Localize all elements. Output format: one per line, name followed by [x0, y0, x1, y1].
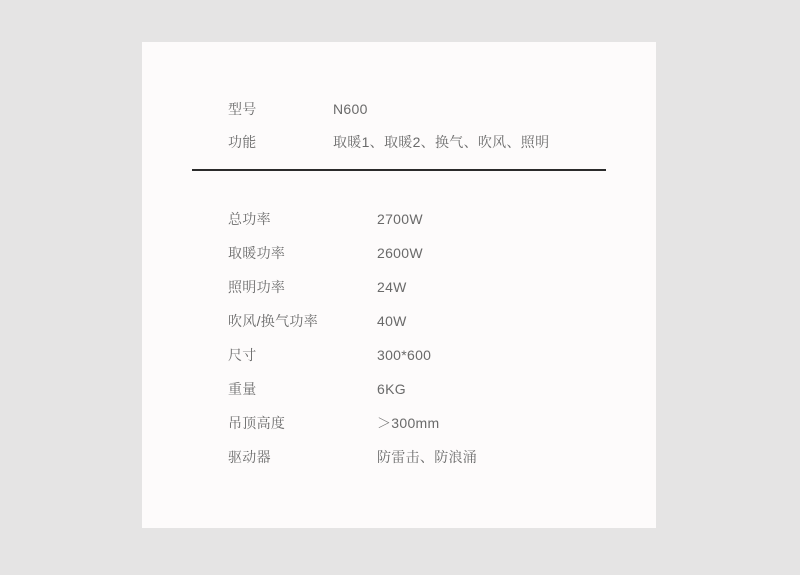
spec-row-blow-vent-power — [228, 304, 628, 338]
spec-label: 重量 — [228, 381, 257, 397]
spec-row-lighting-power — [228, 270, 628, 304]
spec-label: 总功率 — [228, 211, 271, 227]
section-divider — [192, 169, 606, 171]
spec-label: 取暖功率 — [228, 245, 286, 261]
function-label: 功能 — [228, 133, 257, 150]
spec-label: 驱动器 — [228, 449, 271, 465]
spec-value: 6KG — [377, 381, 406, 397]
detail-spec-section — [228, 202, 628, 474]
spec-row-heating-power — [228, 236, 628, 270]
spec-label: 吊顶高度 — [228, 415, 286, 431]
model-label: 型号 — [228, 100, 257, 117]
spec-value: 40W — [377, 313, 407, 329]
model-value: N600 — [333, 100, 368, 117]
spec-row-function — [228, 125, 628, 158]
function-value: 取暖1、取暖2、换气、吹风、照明 — [333, 133, 550, 150]
spec-row-driver — [228, 440, 628, 474]
spec-value: 300*600 — [377, 347, 432, 363]
spec-value: 防雷击、防浪涌 — [377, 449, 478, 465]
spec-value: ＞300mm — [377, 415, 440, 431]
model-function-section — [228, 92, 628, 158]
spec-label: 照明功率 — [228, 279, 286, 295]
spec-row-total-power — [228, 202, 628, 236]
spec-row-weight — [228, 372, 628, 406]
spec-row-model — [228, 92, 628, 125]
spec-value: 2700W — [377, 211, 423, 227]
spec-row-dimensions — [228, 338, 628, 372]
spec-row-ceiling-height — [228, 406, 628, 440]
spec-label: 吹风/换气功率 — [228, 313, 318, 329]
spec-value: 24W — [377, 279, 407, 295]
spec-card — [142, 42, 656, 528]
spec-value: 2600W — [377, 245, 423, 261]
spec-label: 尺寸 — [228, 347, 257, 363]
